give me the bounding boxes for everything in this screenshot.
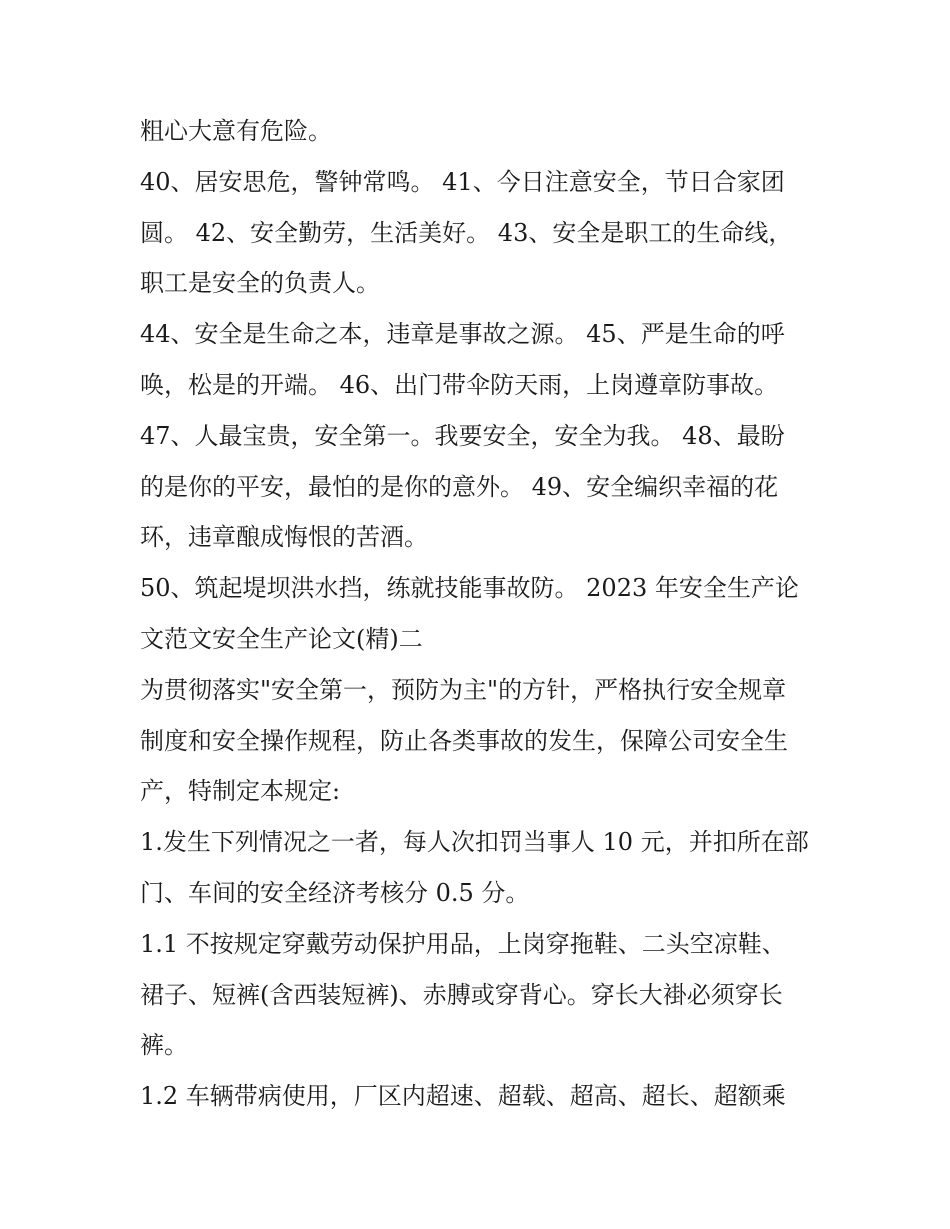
text-line: 文范文安全生产论文(精)二 (140, 624, 423, 653)
text-line: 门、车间的安全经济考核分 0.5 分。 (140, 878, 530, 907)
text-line: 裙子、短裤(含西装短裤)、赤膊或穿背心。穿长大褂必须穿长 (140, 980, 783, 1009)
text-line: 47、人最宝贵，安全第一。我要安全，安全为我。 48、最盼 (140, 421, 785, 450)
text-line: 1.发生下列情况之一者，每人次扣罚当事人 10 元，并扣所在部 (140, 828, 809, 857)
document-body (140, 106, 820, 1122)
text-line: 裤。 (140, 1031, 188, 1060)
text-line: 环，违章酿成悔恨的苦酒。 (140, 523, 428, 552)
text-line: 产，特制定本规定: (140, 777, 341, 806)
text-line: 的是你的平安，最怕的是你的意外。 49、安全编织幸福的花 (140, 472, 779, 501)
text-line: 1.2 车辆带病使用，厂区内超速、超载、超高、超长、超额乘 (140, 1082, 786, 1111)
text-line: 唤，松是的开端。 46、出门带伞防天雨，上岗遵章防事故。 (140, 370, 779, 399)
text-line: 为贯彻落实"安全第一，预防为主"的方针，严格执行安全规章 (140, 675, 787, 704)
text-line: 制度和安全操作规程，防止各类事故的发生，保障公司安全生 (140, 726, 788, 755)
text-line: 40、居安思危，警钟常鸣。 41、今日注意安全，节日合家团 (140, 167, 785, 196)
text-line: 职工是安全的负责人。 (140, 269, 380, 298)
text-line: 44、安全是生命之本，违章是事故之源。 45、严是生命的呼 (140, 320, 785, 349)
text-line: 1.1 不按规定穿戴劳动保护用品，上岗穿拖鞋、二头空凉鞋、 (140, 929, 786, 958)
text-line: 粗心大意有危险。 (140, 117, 332, 145)
text-line: 50、筑起堤坝洪水挡，练就技能事故防。 2023 年安全生产论 (140, 574, 799, 603)
text-line: 圆。 42、安全勤劳，生活美好。 43、安全是职工的生命线， (140, 218, 793, 247)
